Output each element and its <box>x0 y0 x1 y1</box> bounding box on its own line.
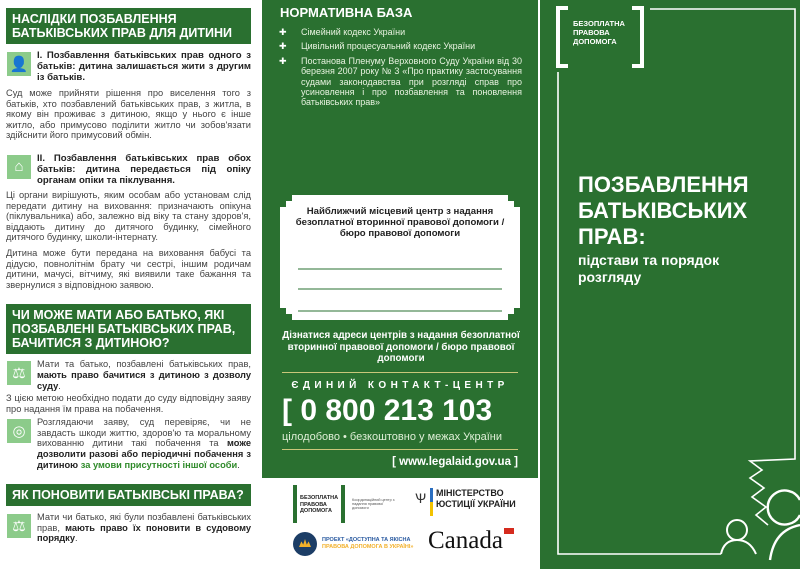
item1-heading: I. Позбавлення батьківських прав одного з батьків: дитина залишається жити з другим із батьків. <box>37 50 251 83</box>
phone-number[interactable]: [ 0 800 213 103 <box>282 394 493 427</box>
item2-text2: Дитина може бути передана на виховання бабусі та дідусю, повнолітнім брату чи сестрі, іншим родичам дитини, мачусі, вітчиму, які виявили таке бажання та звернулися з відповідною заявою. <box>6 247 251 290</box>
s3-paragraph: Мати чи батько, які були позбавлені батьківських прав, мають право їх поновити в судовому порядку. <box>37 512 252 544</box>
address-box-title: Найближчий місцевий центр з надання безоплатної вторинної правової допомоги / бюро правової допомоги <box>295 206 505 239</box>
parent-child-icon: 👤 <box>7 52 31 76</box>
section-header-consequences: НАСЛІДКИ ПОЗБАВЛЕННЯ БАТЬКІВСЬКИХ ПРАВ ДЛЯ ДИТИНИ <box>6 8 251 44</box>
divider <box>282 372 518 373</box>
cover-title: ПОЗБАВЛЕННЯ БАТЬКІВСЬКИХ ПРАВ: <box>578 172 749 249</box>
scales-icon: ⚖ <box>7 514 31 538</box>
s2-paragraph-b: З цією метою необхідно подати до суду відповідну заяву про надання їм права на побачення. <box>6 393 251 414</box>
item1-text: Суд може прийняти рішення про виселення того з батьків, хто позбавлений батьківських прав, з житла, в якому він проживає з дитиною, якщо у нього є інше житло, або примусово поділити житло чи зобов'язати здійснити його примусовий обмін. <box>6 88 251 141</box>
item2-heading: II. Позбавлення батьківських прав обох батьків: дитина передається під опіку органам опіки та піклування. <box>37 152 251 186</box>
legal-basis-title: НОРМАТИВНА БАЗА <box>280 5 413 20</box>
target-icon: ◎ <box>7 419 31 443</box>
item2-text1: Ці органи вирішують, яким особам або установам слід передати дитину на виховання: призначають опікуна (піклувальника) або, залежно від віку та стану здоров'я, віддають дитину до дитячого будинку, сімейного дитячого будинку, школи-інтернату. <box>6 189 251 243</box>
law-item: ✚ Цивільний процесуальний кодекс України <box>277 41 522 51</box>
ministry-logo-text: МІНІСТЕРСТВО ЮСТИЦІЇ УКРАЇНИ <box>436 488 516 509</box>
s2-paragraph-c: Розглядаючи заяву, суд перевіряє, чи не завдасть шкоди життю, здоров'ю та моральному вихованню дитини такі побачення та може дозволити разові або періодичні побачення з дитиною за умови присутності іншої особи. <box>37 417 251 470</box>
left-panel <box>6 8 251 544</box>
bpd-logo: БЕЗОПЛАТНА ПРАВОВА ДОПОМОГА <box>293 485 345 523</box>
s2-paragraph-a: Мати та батько, позбавлені батьківських прав, мають право бачитися з дитиною з дозволу суду. <box>37 359 251 391</box>
project-logo-text: ПРОЕКТ «ДОСТУПНА ТА ЯКІСНА ПРАВОВА ДОПОМОГА В УКРАЇНІ» <box>322 537 414 550</box>
house-family-icon: ⌂ <box>7 155 31 179</box>
cover-title-block <box>578 172 790 285</box>
cover-subtitle: підстави та порядок розгляду <box>578 252 720 285</box>
divider <box>282 449 518 450</box>
law-list <box>277 27 522 112</box>
project-logo-icon <box>293 532 317 556</box>
canada-wordmark: Canada <box>428 527 503 554</box>
law-item: ✚ Сімейний кодекс України <box>277 27 522 37</box>
section-header-visits: ЧИ МОЖЕ МАТИ АБО БАТЬКО, ЯКІ ПОЗБАВЛЕНІ БАТЬКІВСЬКИХ ПРАВ, БАЧИТИСЯ З ДИТИНОЮ? <box>6 304 251 354</box>
canada-flag-icon <box>504 528 514 534</box>
trident-icon: Ѱ <box>415 490 427 506</box>
document-gavel-icon: ⚖ <box>7 361 31 385</box>
cover-logo-text: БЕЗОПЛАТНА ПРАВОВА ДОПОМОГА <box>573 19 625 46</box>
flag-yellow <box>430 502 433 516</box>
website-link[interactable]: [ www.legalaid.gov.ua ] <box>392 456 518 468</box>
contact-center-label: ЄДИНИЙ КОНТАКТ-ЦЕНТР <box>291 380 509 391</box>
flag-blue <box>430 488 433 502</box>
bpd-logo-subtext: Координаційний центр з надання правової допомоги <box>352 498 395 510</box>
find-centers-text: Дізнатися адреси центрів з надання безоплатної вторинної правової допомоги / бюро правової допомоги <box>282 330 520 364</box>
phone-note: цілодобово • безкоштовно у межах України <box>282 431 502 443</box>
section-header-restore: ЯК ПОНОВИТИ БАТЬКІВСЬКІ ПРАВА? <box>6 484 251 506</box>
law-item: ✚ Постанова Пленуму Верховного Суду України від 30 березня 2007 року № 3 «Про практику застосування судами законодавства при розгляді справ про усиновлення і про позбавлення та поновлення батьківських прав» <box>277 56 522 108</box>
